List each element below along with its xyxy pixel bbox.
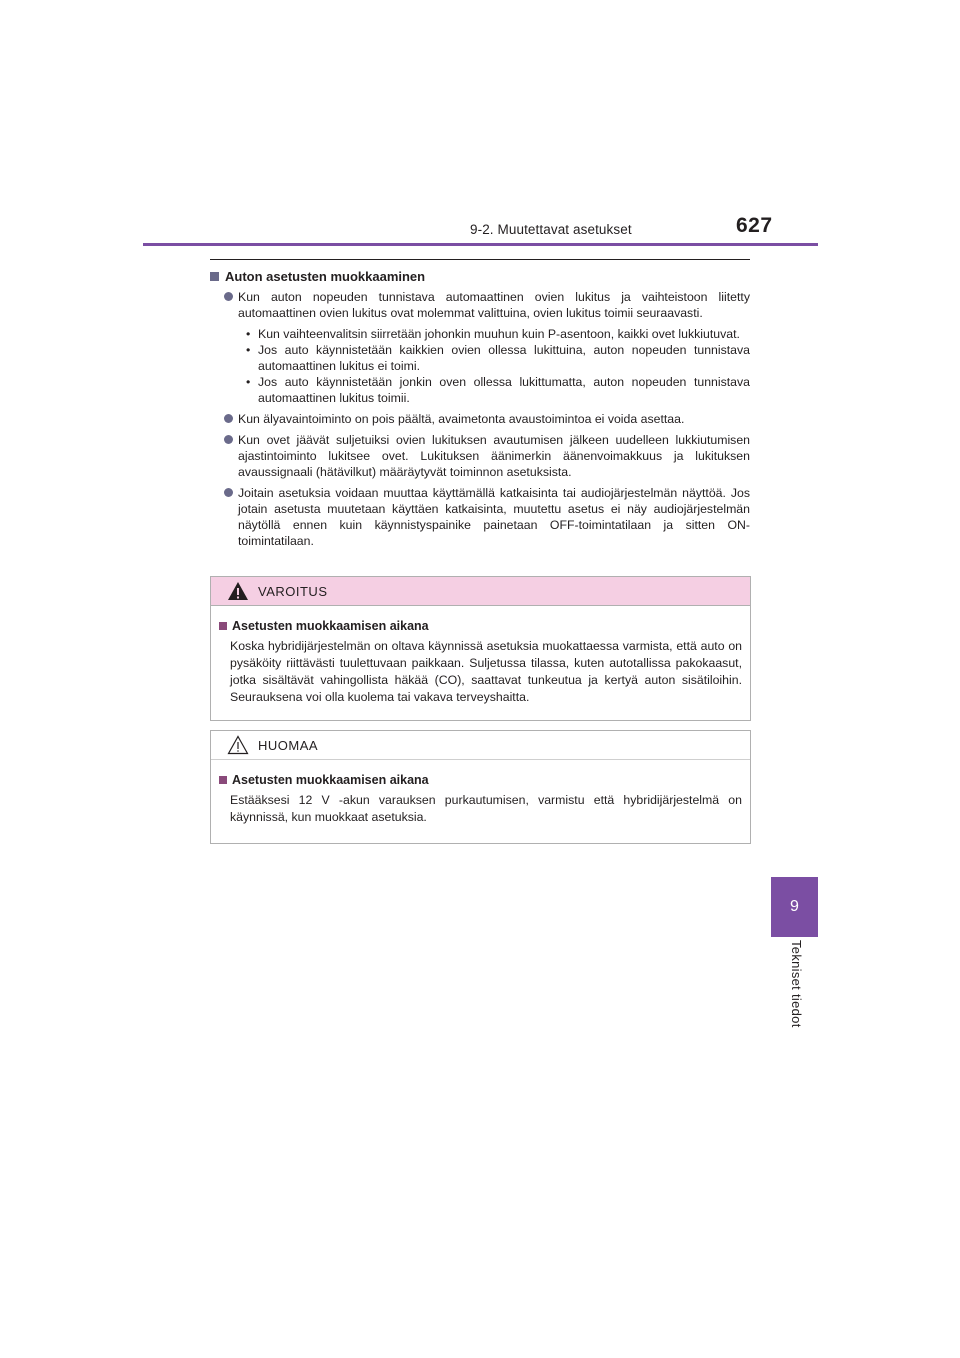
notice-box bbox=[210, 730, 751, 844]
sub-list bbox=[246, 326, 750, 406]
sub-list-item-text: Jos auto käynnistetään jonkin oven ollessa lukittumatta, auton nopeuden tunnistava automaattinen lukitus toimii. bbox=[258, 375, 750, 405]
list-item-text: Joitain asetuksia voidaan muuttaa käyttämällä katkaisinta tai audiojärjestelmän näyttöä. Jos jotain asetusta muutetaan käyttäen katkaisinta, muutettu asetus ei näy audiojärjestelmän näytöllä ennen kuin käynnistyspainike painetaan OFF-toimintatilaan ja sitten ON-toimintatilaan. bbox=[238, 486, 750, 548]
warning-text: Koska hybridijärjestelmän on oltava käynnissä asetuksia muokattaessa varmista, että auto on pysäköity riittävästi tuulettuvaan paikkaan. Suljetussa tilassa, kuten autotallissa pakokaasut, jotka sisältävät vahingollista häkää (CO), saattavat tunkeutua ja kertyä auton sisätiloihin. Seurauksena voi olla kuolema tai vakava terveyshaitta. bbox=[230, 639, 742, 704]
square-bullet-icon bbox=[210, 272, 219, 281]
sub-bullet: • bbox=[246, 375, 251, 389]
caution-icon bbox=[227, 735, 249, 755]
content-rule bbox=[210, 259, 750, 260]
notice-text: Estääksesi 12 V -akun varauksen purkautumisen, varmistu että hybridijärjestelmä on käynnissä, kun muokkaat asetuksia. bbox=[230, 793, 742, 824]
warning-subheading-text: Asetusten muokkaamisen aikana bbox=[232, 619, 429, 633]
sub-bullet: • bbox=[246, 327, 251, 341]
list-item bbox=[224, 432, 750, 480]
warning-title: VAROITUS bbox=[258, 583, 328, 599]
header-rule bbox=[143, 243, 818, 246]
list-item-text: Kun ovet jäävät suljetuiksi ovien lukituksen avautumisen jälkeen uudelleen lukkiutumisen ajastintoiminto lukitsee ovet. Lukituksen äänimerkin äänenvoimakkuus ja lukituksen avaussignaali (hätävilkut) määräytyvät toiminnon asetuksista. bbox=[238, 433, 750, 479]
list-item-text: Kun älyavaintoiminto on pois päältä, avaimetonta avaustoimintoa ei voida asettaa. bbox=[238, 412, 685, 426]
list-item bbox=[224, 411, 750, 427]
circle-bullet-icon bbox=[224, 292, 233, 301]
sub-list-item bbox=[246, 342, 750, 374]
warning-body bbox=[211, 606, 750, 706]
circle-bullet-icon bbox=[224, 414, 233, 423]
warning-icon bbox=[227, 581, 249, 601]
circle-bullet-icon bbox=[224, 488, 233, 497]
chapter-number: 9 bbox=[790, 898, 799, 915]
list-item bbox=[224, 485, 750, 549]
notice-title: HUOMAA bbox=[258, 737, 319, 753]
warning-subheading bbox=[219, 619, 742, 633]
notice-subheading bbox=[219, 773, 742, 787]
section-heading bbox=[210, 269, 750, 284]
square-bullet-icon bbox=[219, 776, 227, 784]
square-bullet-icon bbox=[219, 622, 227, 630]
circle-bullet-icon bbox=[224, 435, 233, 444]
sub-bullet: • bbox=[246, 343, 251, 357]
section-title: 9-2. Muutettavat asetukset bbox=[470, 222, 632, 237]
sub-list-item-text: Kun vaihteenvalitsin siirretään johonkin muuhun kuin P-asentoon, kaikki ovet lukkiutuvat. bbox=[258, 327, 740, 341]
chapter-tab[interactable] bbox=[771, 877, 818, 937]
chapter-label: Tekniset tiedot bbox=[789, 940, 804, 1028]
notice-header bbox=[211, 731, 750, 760]
page-number: 627 bbox=[736, 214, 773, 237]
list-item bbox=[224, 289, 750, 321]
notice-body bbox=[211, 760, 750, 826]
list-item-text: Kun auton nopeuden tunnistava automaattinen ovien lukitus ja vaihteistoon liitetty automaattinen ovien lukitus ovat molemmat valittuina, ovien lukitus toimii seuraavasti. bbox=[238, 290, 750, 320]
warning-box bbox=[210, 576, 751, 721]
sub-list-item bbox=[246, 374, 750, 406]
sub-list-item-text: Jos auto käynnistetään kaikkien ovien ollessa lukittuina, auton nopeuden tunnistava automaattinen lukitus ei toimi. bbox=[258, 343, 750, 373]
main-content bbox=[210, 259, 750, 554]
notice-subheading-text: Asetusten muokkaamisen aikana bbox=[232, 773, 429, 787]
warning-header bbox=[211, 577, 750, 606]
sub-list-item bbox=[246, 326, 750, 342]
section-heading-text: Auton asetusten muokkaaminen bbox=[225, 269, 426, 284]
